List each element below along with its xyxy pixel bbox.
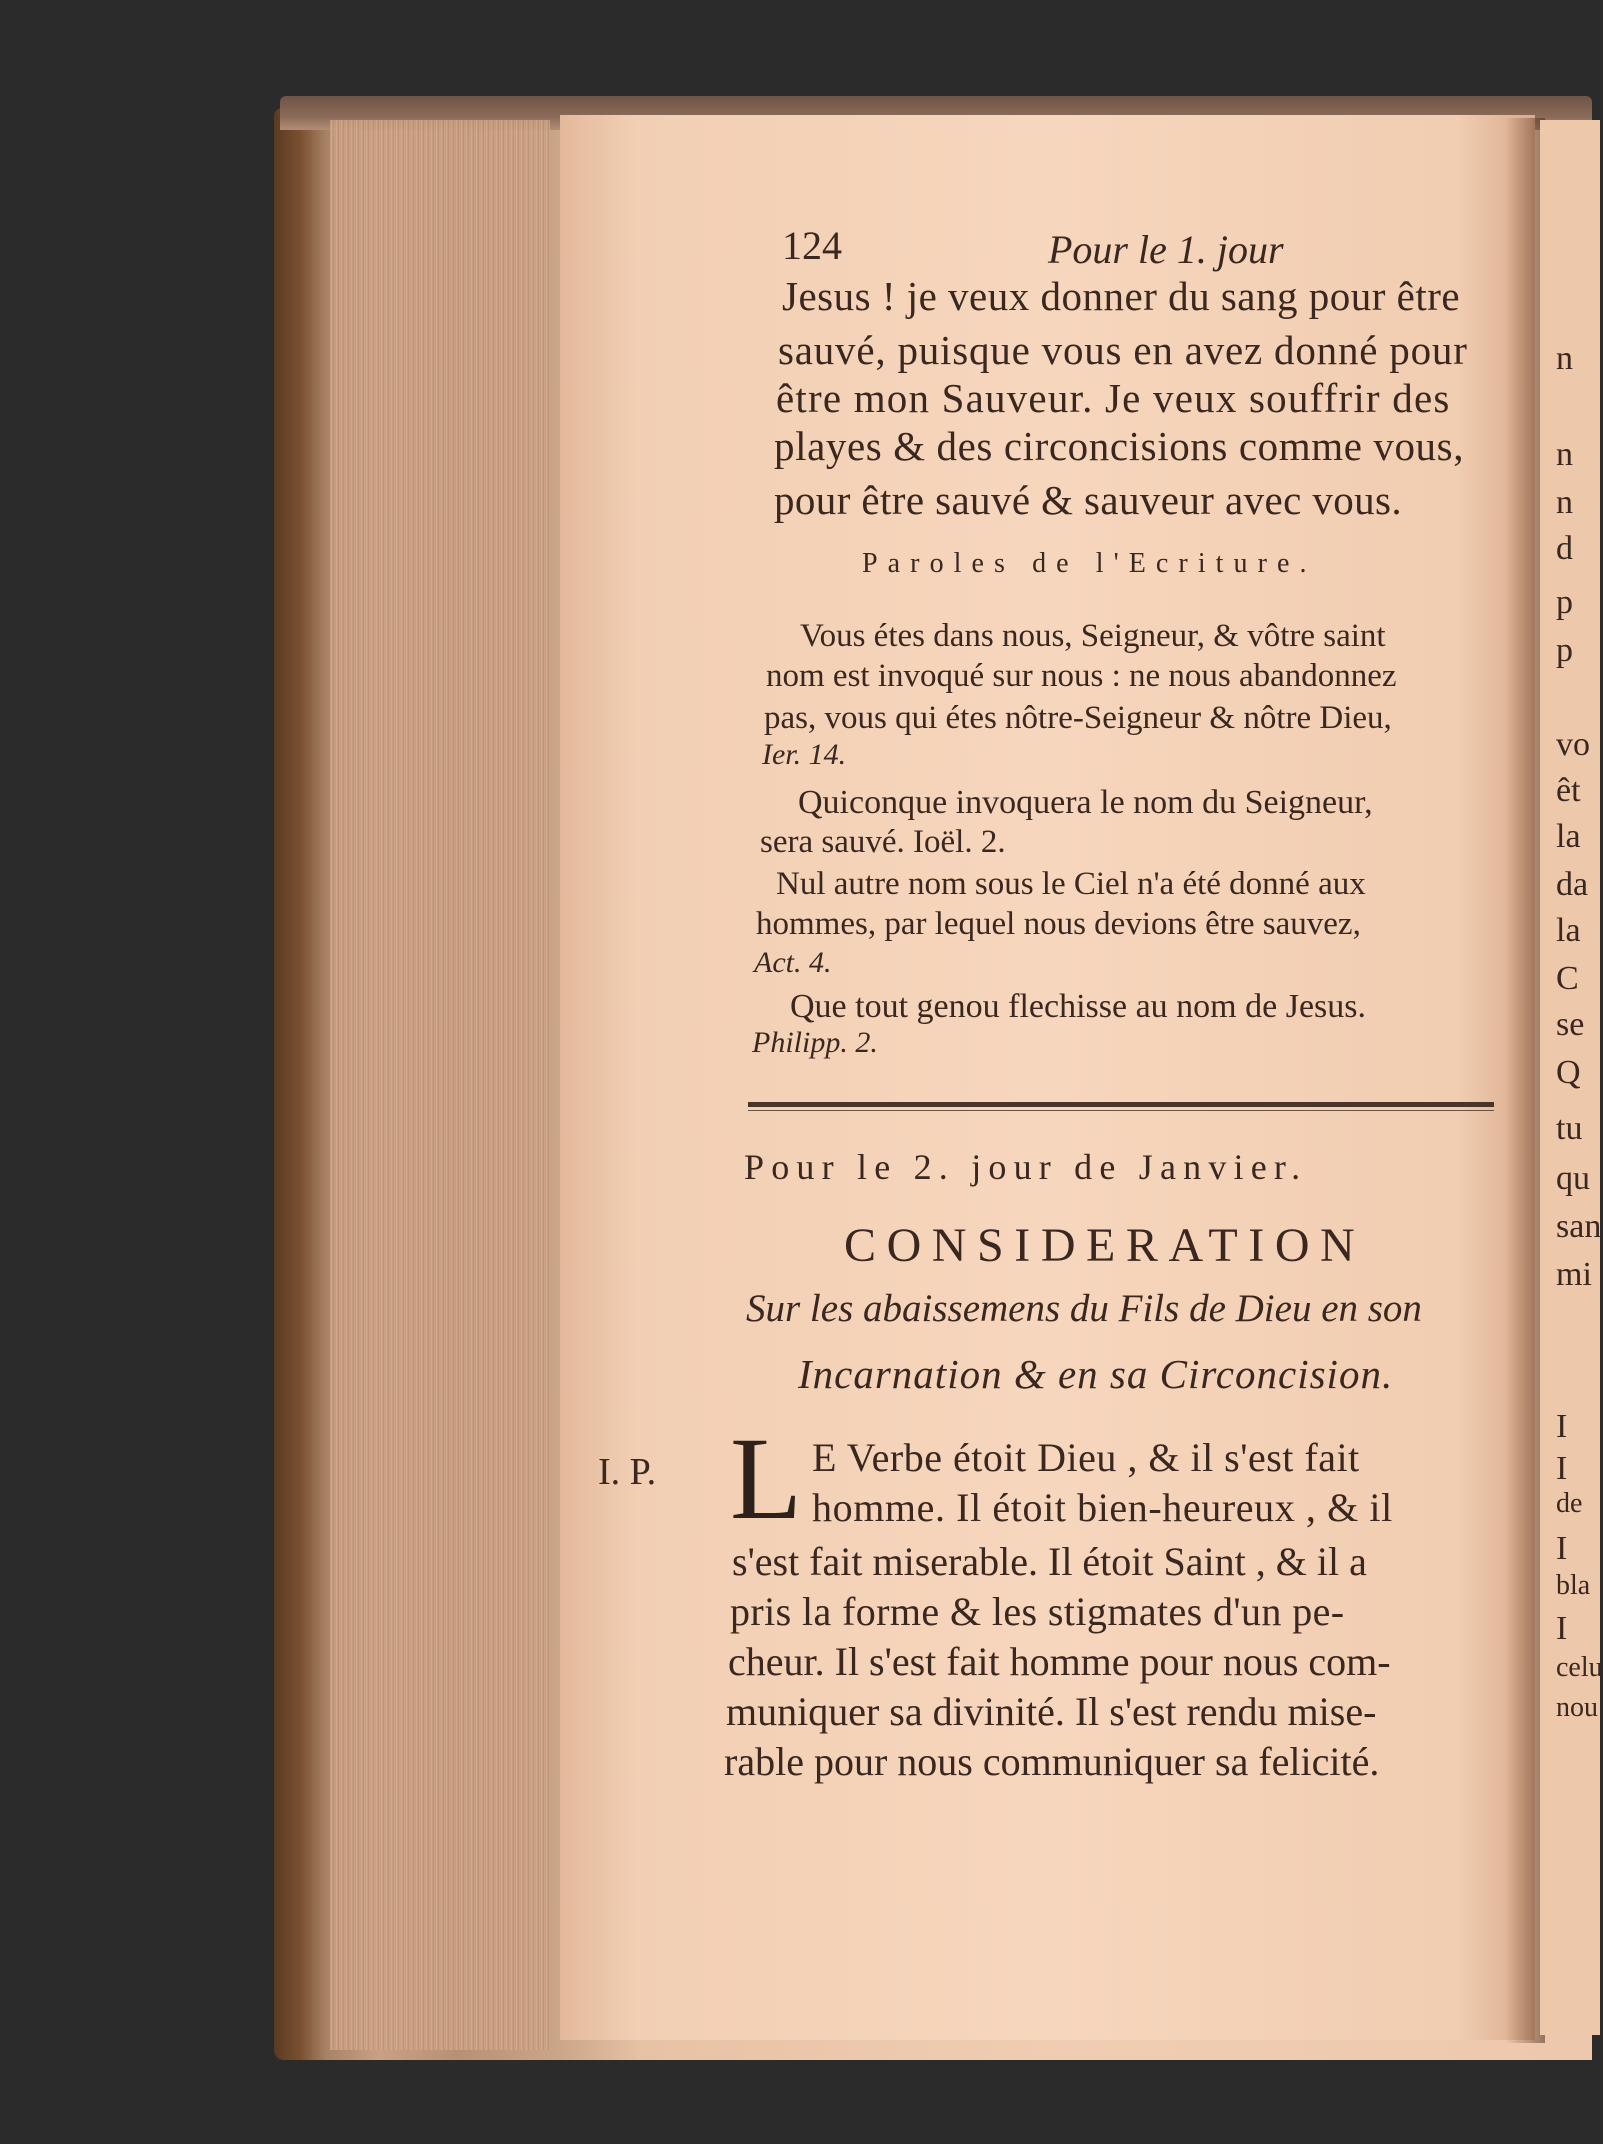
facing-page-fragment: I xyxy=(1556,1408,1568,1445)
facing-page-fragment: de xyxy=(1556,1488,1583,1519)
body-line: homme. Il étoit bien-heureux , & il xyxy=(812,1485,1393,1530)
scripture-line: Vous étes dans nous, Seigneur, & vôtre saint xyxy=(800,618,1386,654)
scripture-line: Nul autre nom sous le Ciel n'a été donné aux xyxy=(776,866,1366,902)
facing-page-fragment: celu xyxy=(1556,1652,1603,1683)
text-line: Jesus ! je veux donner du sang pour être xyxy=(782,273,1461,319)
section-divider-thin xyxy=(748,1110,1494,1111)
body-line: cheur. Il s'est fait homme pour nous com- xyxy=(728,1639,1391,1684)
gutter-shadow xyxy=(1505,118,1545,2043)
facing-page-fragment: n xyxy=(1556,436,1573,473)
facing-page-fragment: d xyxy=(1556,530,1573,567)
scripture-reference: Act. 4. xyxy=(754,946,832,979)
facing-page-fragment: C xyxy=(1556,960,1579,997)
facing-page-fragment: vo xyxy=(1556,726,1590,763)
subtitle-line: Incarnation & en sa Circoncision. xyxy=(798,1351,1394,1397)
scripture-line: Quiconque invoquera le nom du Seigneur, xyxy=(798,784,1373,821)
body-line: pris la forme & les stigmates d'un pe- xyxy=(730,1589,1345,1634)
section-heading: Pour le 2. jour de Janvier. xyxy=(744,1147,1308,1187)
facing-page-fragment: bla xyxy=(1556,1570,1591,1601)
facing-page-fragment: I xyxy=(1556,1610,1568,1647)
facing-page-fragment: se xyxy=(1556,1006,1585,1043)
scripture-line: nom est invoqué sur nous : ne nous abandonnez xyxy=(766,658,1397,694)
page-edges xyxy=(330,120,550,2050)
facing-page-fragment: san xyxy=(1556,1208,1602,1245)
page-number: 124 xyxy=(782,223,842,268)
scripture-reference: Ier. 14. xyxy=(762,738,847,771)
facing-page-fragment: qu xyxy=(1556,1160,1590,1197)
text-line: être mon Sauveur. Je veux souffrir des xyxy=(776,375,1451,421)
scripture-line: sera sauvé. Ioël. 2. xyxy=(760,824,1006,860)
subtitle-line: Sur les abaissemens du Fils de Dieu en son xyxy=(746,1287,1422,1330)
text-line: pour être sauvé & sauveur avec vous. xyxy=(774,477,1403,523)
facing-page-fragment: p xyxy=(1556,584,1573,621)
running-head: Pour le 1. jour xyxy=(1048,227,1284,272)
facing-page-fragment: la xyxy=(1556,912,1581,949)
consideration-title: CONSIDERATION xyxy=(844,1219,1366,1272)
facing-page-fragment: nou xyxy=(1556,1692,1598,1723)
text-line: playes & des circoncisions comme vous, xyxy=(774,423,1465,469)
body-line: muniquer sa divinité. Il s'est rendu mise- xyxy=(726,1689,1377,1734)
facing-page-fragment: da xyxy=(1556,866,1589,903)
body-line: E Verbe étoit Dieu , & il s'est fait xyxy=(812,1435,1360,1480)
scripture-reference: Philipp. 2. xyxy=(752,1026,878,1059)
scripture-heading: Paroles de l'Ecriture. xyxy=(862,548,1317,579)
drop-cap: L xyxy=(730,1413,803,1544)
facing-page-fragment: I xyxy=(1556,1450,1568,1487)
scripture-line: hommes, par lequel nous devions être sauvez, xyxy=(756,906,1361,942)
margin-note: I. P. xyxy=(598,1451,657,1493)
section-divider xyxy=(748,1102,1494,1107)
body-line: rable pour nous communiquer sa felicité. xyxy=(724,1739,1380,1784)
facing-page-fragment: mi xyxy=(1556,1256,1592,1293)
facing-page-fragment: I xyxy=(1556,1530,1568,1567)
facing-page-fragment: n xyxy=(1556,484,1573,521)
facing-page-fragment: p xyxy=(1556,632,1573,669)
body-line: s'est fait miserable. Il étoit Saint , & il a xyxy=(732,1539,1367,1584)
facing-page-fragment: êt xyxy=(1556,772,1581,809)
facing-page-fragment: la xyxy=(1556,818,1581,855)
scripture-line: Que tout genou flechisse au nom de Jesus. xyxy=(790,988,1366,1025)
facing-page-fragment: Q xyxy=(1556,1054,1581,1091)
facing-page-fragment: n xyxy=(1556,340,1573,377)
facing-page-fragment: tu xyxy=(1556,1110,1583,1147)
scripture-line: pas, vous qui étes nôtre-Seigneur & nôtre Dieu, xyxy=(764,700,1392,736)
text-line: sauvé, puisque vous en avez donné pour xyxy=(778,327,1468,373)
